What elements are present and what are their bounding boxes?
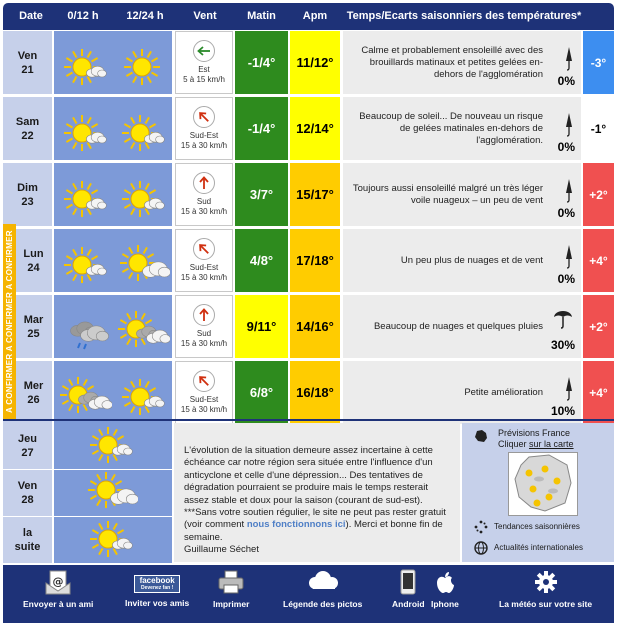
desc-cell [343, 31, 581, 94]
footer-label: Imprimer [213, 599, 250, 609]
footer-label: Légende des pictos [283, 599, 363, 609]
weather-icon [86, 468, 138, 518]
meteo-site-button[interactable] [499, 569, 592, 609]
closed-umbrella-icon [563, 375, 575, 401]
day-number: 28 [21, 494, 34, 506]
weather-afternoon-icon [118, 43, 170, 93]
sky-cell [54, 295, 172, 358]
desc-cell [343, 229, 581, 292]
note-text: L'évolution de la situation demeure assez incertaine à cette échéance car notre région sera située entre l'influence d'un anticyclone et celle d'une dépression... Des tentatives de dégradation pourraient se produire mais le temps resterait assez stable et doux pour la saison (courant de sud-est). ***Sans votre soutien régulier, le site ne peut pas rester gratuit (voir comment [184, 445, 446, 531]
temp-ecart: -1° [583, 97, 614, 160]
wind-cell [175, 97, 233, 160]
day-cell [3, 163, 52, 226]
day-number: 23 [21, 195, 34, 208]
actualites-link[interactable]: Actualités internationales [494, 543, 583, 552]
desc-cell [343, 97, 581, 160]
footer-label: Android [392, 599, 425, 609]
weather-description: Un peu plus de nuages et de vent [400, 254, 543, 266]
wind-speed: 15 à 30 km/h [180, 339, 228, 348]
day-number: 22 [21, 129, 34, 142]
header-vent: Vent [193, 10, 217, 22]
temp-apm: 16/18° [290, 361, 340, 424]
header-date: Date [19, 10, 43, 22]
previsions-france-title: Prévisions France [498, 428, 571, 438]
day-cell [3, 423, 52, 469]
footer-label: La météo sur votre site [499, 599, 593, 609]
sidebar [462, 423, 614, 562]
android-button[interactable] [392, 569, 425, 609]
weather-icon [86, 515, 138, 565]
wind-circle [193, 40, 215, 62]
day-number: 24 [27, 261, 40, 274]
sky-cell [54, 517, 172, 563]
day-cell [3, 31, 52, 94]
forecast-row [3, 361, 614, 426]
cliquer-label: Cliquer [498, 439, 527, 449]
temp-ecart: +4° [583, 229, 614, 292]
rain-probability: 0% [557, 206, 575, 220]
temp-apm: 12/14° [290, 97, 340, 160]
france-map[interactable] [508, 452, 578, 516]
weather-description: Petite amélioration [464, 386, 543, 398]
sky-cell [54, 423, 172, 469]
sky-cell [54, 163, 172, 226]
closed-umbrella-icon [563, 243, 575, 269]
legende-pictos-button[interactable] [283, 569, 362, 609]
email-icon [44, 569, 72, 595]
temp-matin: 3/7° [235, 163, 288, 226]
day-name: la [22, 527, 33, 539]
wind-arrow-icon [197, 374, 211, 388]
closed-umbrella-icon [563, 45, 575, 71]
sky-cell [54, 229, 172, 292]
facebook-title: facebook [139, 576, 175, 585]
weather-description: Beaucoup de soleil... De nouveau un risque de gelées matinales en-dehors de l'agglomération. [359, 110, 543, 146]
rain-probability: 0% [557, 272, 575, 286]
tendances-icon [474, 520, 488, 534]
temp-ecart: +4° [583, 361, 614, 424]
section-divider [3, 419, 614, 421]
wind-circle [193, 304, 215, 326]
temp-matin: 9/11° [235, 295, 288, 358]
day-cell [3, 470, 52, 516]
envoyer-ami-button[interactable] [23, 569, 93, 609]
wind-direction: Sud [196, 329, 212, 338]
rain-probability: 0% [557, 74, 575, 88]
apple-icon [435, 569, 455, 595]
wind-speed: 15 à 30 km/h [180, 207, 228, 216]
wind-circle [193, 106, 215, 128]
wind-circle [193, 238, 215, 260]
wind-cell [175, 229, 233, 292]
forecast-row [3, 229, 614, 294]
temp-matin: -1/4° [235, 31, 288, 94]
rain-probability: 0% [557, 140, 575, 154]
sky-cell [54, 361, 172, 424]
gear-icon [533, 569, 559, 595]
weather-morning-icon [60, 241, 112, 291]
header-matin: Matin [247, 10, 276, 22]
wind-direction: Sud-Est [189, 131, 219, 140]
weather-afternoon-icon [118, 241, 170, 291]
sky-cell [54, 31, 172, 94]
temp-matin: -1/4° [235, 97, 288, 160]
temp-ecart: +2° [583, 163, 614, 226]
facebook-sub: Devenez fan ! [141, 585, 174, 591]
fonctionnement-link[interactable]: nous fonctionnons ici [246, 519, 346, 531]
inviter-amis-button[interactable] [125, 569, 189, 608]
day-name: Ven [17, 480, 38, 492]
day-cell [3, 517, 52, 563]
temp-apm: 15/17° [290, 163, 340, 226]
day-name: Sam [15, 115, 40, 128]
weather-icon [86, 421, 138, 471]
day-name: Mar [23, 313, 44, 326]
wind-arrow-icon [197, 44, 211, 58]
wind-direction: Sud [196, 197, 212, 206]
footer-label: Inviter vos amis [125, 598, 190, 608]
weather-morning-icon [60, 43, 112, 93]
closed-umbrella-icon [563, 177, 575, 203]
header-apm: Apm [302, 10, 328, 22]
wind-arrow-icon [197, 242, 211, 256]
weather-afternoon-icon [118, 109, 170, 159]
wind-speed: 5 à 15 km/h [183, 75, 225, 84]
day-name: Jeu [18, 433, 37, 445]
temp-ecart: -3° [583, 31, 614, 94]
temp-apm: 11/12° [290, 31, 340, 94]
globe-icon [474, 541, 488, 555]
wind-cell [175, 163, 233, 226]
france-icon [474, 429, 488, 443]
sur-la-carte-link[interactable]: sur la carte [529, 439, 574, 449]
wind-speed: 15 à 30 km/h [180, 405, 228, 414]
wind-direction: Est [198, 65, 210, 74]
desc-cell [343, 295, 581, 358]
day-number: 21 [21, 63, 34, 76]
day-number: suite [14, 541, 41, 553]
day-number: 25 [27, 327, 40, 340]
temp-matin: 6/8° [235, 361, 288, 424]
wind-cell [175, 295, 233, 358]
wind-speed: 15 à 30 km/h [180, 141, 228, 150]
desc-cell [343, 361, 581, 424]
rain-probability: 10% [550, 404, 575, 418]
wind-cell [175, 31, 233, 94]
france-map-image [509, 453, 577, 515]
weather-description: Calme et probablement ensoleillé avec des brouillards matinaux et petites gelées en-dehors de l'agglomération [361, 44, 543, 80]
forecast-header [3, 3, 614, 30]
footer-label: Envoyer à un ami [23, 599, 94, 609]
wind-cell [175, 361, 233, 424]
header-0-12h: 0/12 h [67, 10, 99, 22]
header-12-24h: 12/24 h [126, 10, 164, 22]
weather-afternoon-icon [118, 307, 170, 357]
tendances-link[interactable]: Tendances saisonnières [494, 522, 580, 531]
temp-apm: 14/16° [290, 295, 340, 358]
day-name: Dim [17, 181, 38, 194]
imprimer-button[interactable] [213, 569, 249, 609]
weather-morning-icon [60, 307, 112, 357]
weather-morning-icon [60, 373, 112, 423]
wind-arrow-icon [197, 110, 211, 124]
wind-direction: Sud-Est [189, 263, 219, 272]
facebook-icon [134, 575, 180, 593]
svg-text:@: @ [52, 575, 64, 588]
footer-label: Iphone [431, 599, 459, 609]
wind-circle [193, 370, 215, 392]
day-number: 27 [21, 447, 34, 459]
a-confirmer-band: A CONFIRMER A CONFIRMER A CONFIRMER [3, 224, 16, 420]
sky-cell [54, 97, 172, 160]
day-number: 26 [27, 393, 40, 406]
wind-speed: 15 à 30 km/h [180, 273, 228, 282]
note-text-end: ). Merci et bonne fin de semaine. [184, 519, 443, 543]
weather-afternoon-icon [118, 175, 170, 225]
day-cell [3, 97, 52, 160]
forecast-row [3, 31, 614, 96]
weather-afternoon-icon [118, 373, 170, 423]
printer-icon [217, 569, 245, 595]
temp-apm: 17/18° [290, 229, 340, 292]
temp-ecart: +2° [583, 295, 614, 358]
wind-circle [193, 172, 215, 194]
iphone-button[interactable] [431, 569, 459, 609]
forecast-row [3, 295, 614, 360]
clouds-icon [305, 569, 341, 595]
weather-description: Toujours aussi ensoleillé malgré un très léger voile nuageux – un peu de vent [352, 182, 543, 206]
header-temps: Temps/Ecarts saisonniers des températures* [346, 10, 582, 22]
footer-bar [3, 565, 614, 623]
wind-direction: Sud-Est [189, 395, 219, 404]
temp-matin: 4/8° [235, 229, 288, 292]
android-icon [398, 569, 418, 595]
forecast-note [174, 423, 460, 562]
day-name: Mer [23, 379, 44, 392]
desc-cell [343, 163, 581, 226]
weather-morning-icon [60, 109, 112, 159]
forecast-row [3, 163, 614, 228]
weather-morning-icon [60, 175, 112, 225]
wind-arrow-icon [197, 308, 211, 322]
day-name: Ven [17, 49, 38, 62]
weather-description: Beaucoup de nuages et quelques pluies [373, 320, 543, 332]
day-name: Lun [23, 247, 44, 260]
open-umbrella-icon [553, 305, 573, 329]
rain-probability: 30% [550, 338, 575, 352]
forecast-row [3, 97, 614, 162]
sky-cell [54, 470, 172, 516]
note-signature: Guillaume Séchet [184, 544, 259, 556]
wind-arrow-icon [197, 176, 211, 190]
closed-umbrella-icon [563, 111, 575, 137]
